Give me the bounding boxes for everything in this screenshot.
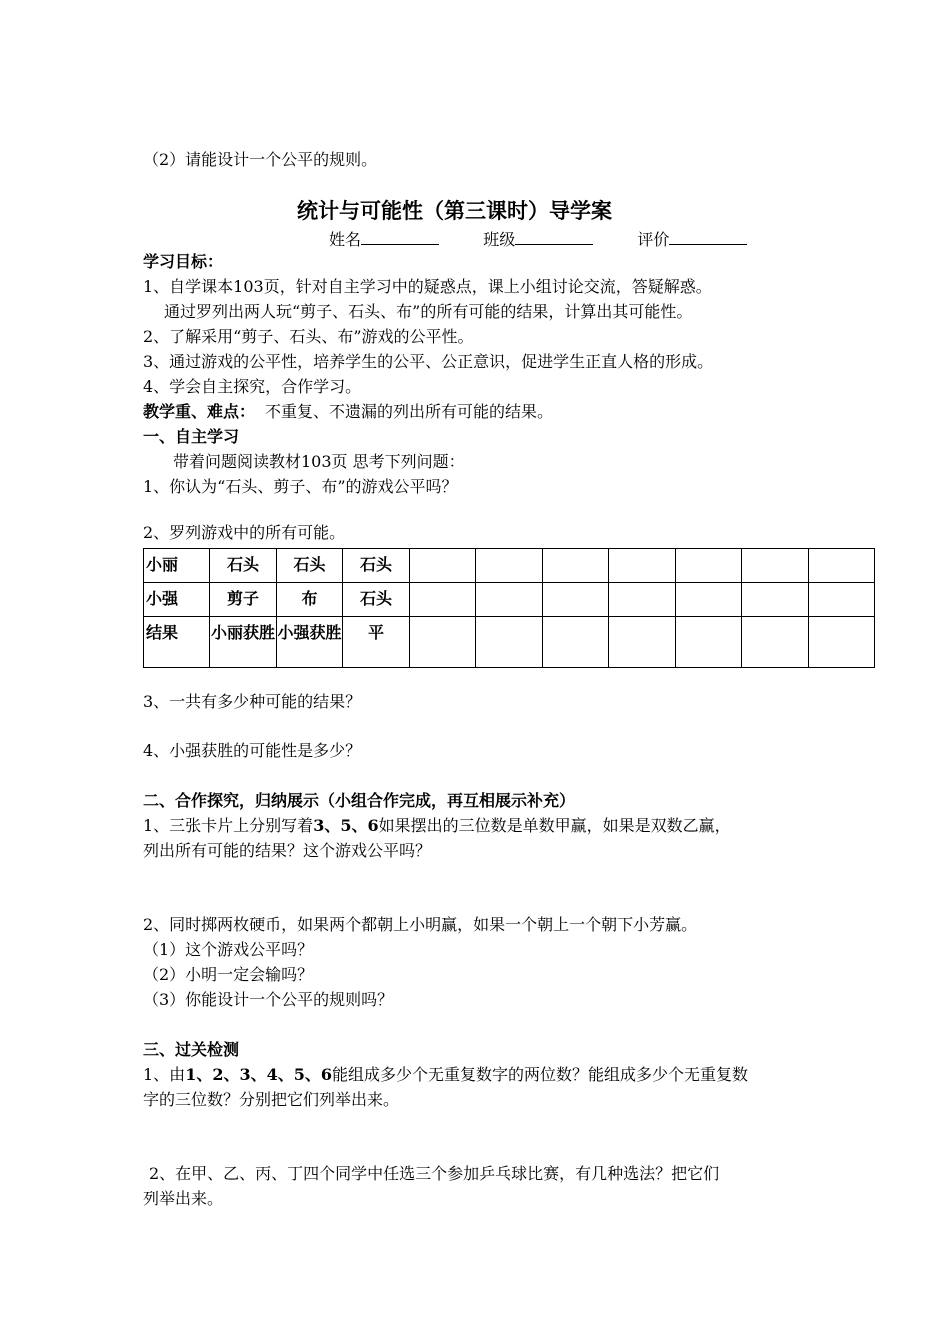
- row-header: 小强: [144, 583, 210, 617]
- table-cell: 石头: [277, 549, 343, 583]
- table-cell: 小丽获胜: [210, 617, 277, 668]
- section2-question-2: 2、同时掷两枚硬币，如果两个都朝上小明赢，如果一个朝上一个朝下小芳赢。: [143, 915, 698, 934]
- section3-question-2: 2、在甲、乙、丙、丁四个同学中任选三个参加乒乓球比赛，有几种选法？把它们: [149, 1164, 720, 1183]
- table-cell[interactable]: [410, 549, 476, 583]
- student-info-fields: [329, 229, 747, 248]
- objective-item: 2、了解采用“剪子、石头、布”游戏的公平性。: [143, 327, 474, 346]
- row-header: 小丽: [144, 549, 210, 583]
- section2-question-1: [143, 818, 731, 834]
- class-label: 班级: [483, 230, 516, 249]
- section1-question-3: 3、一共有多少种可能的结果？: [143, 692, 362, 711]
- section2-subquestion: （2）小明一定会输吗？: [143, 965, 314, 984]
- key-points: [143, 404, 553, 420]
- table-cell[interactable]: [809, 617, 875, 668]
- section1-question-1: 1、你认为“石头、剪子、布”的游戏公平吗？: [143, 477, 458, 496]
- name-blank[interactable]: [361, 229, 439, 245]
- objective-item: 1、自学课本103页，针对自主学习中的疑惑点，课上小组讨论交流，答疑解惑。: [143, 277, 712, 296]
- table-row-xiaoqiang: [144, 583, 875, 617]
- q1-prefix: 1、三张卡片上分别写着: [143, 816, 314, 835]
- row-header: 结果: [144, 617, 210, 668]
- section2-question-1-line2: 列出所有可能的结果？这个游戏公平吗？: [143, 841, 432, 860]
- objective-item: 4、学会自主探究，合作学习。: [143, 377, 362, 396]
- key-points-label: 教学重、难点：: [143, 402, 256, 421]
- table-cell[interactable]: [676, 549, 742, 583]
- table-cell[interactable]: [410, 583, 476, 617]
- section2-subquestion: （1）这个游戏公平吗？: [143, 940, 314, 959]
- table-cell: 石头: [343, 583, 410, 617]
- table-cell: 剪子: [210, 583, 277, 617]
- key-points-text: 不重复、不遗漏的列出所有可能的结果。: [265, 402, 554, 421]
- s3q1-digit-numbers: 1、2、3、4、5、6: [185, 1065, 332, 1084]
- table-cell[interactable]: [809, 583, 875, 617]
- grade-blank[interactable]: [669, 229, 747, 245]
- table-row-result: [144, 617, 875, 668]
- section3-question-1: [143, 1067, 748, 1083]
- table-cell[interactable]: [609, 617, 676, 668]
- table-cell[interactable]: [476, 617, 543, 668]
- section2-heading: 二、合作探究，归纳展示（小组合作完成，再互相展示补充）: [143, 791, 576, 810]
- table-cell[interactable]: [609, 549, 676, 583]
- table-row-xiaoli: [144, 549, 875, 583]
- section1-intro: 带着问题阅读教材103页 思考下列问题：: [173, 452, 465, 471]
- objective-item: 通过罗列出两人玩“剪子、石头、布”的所有可能的结果，计算出其可能性。: [164, 302, 693, 321]
- table-cell[interactable]: [543, 549, 609, 583]
- table-cell[interactable]: [476, 549, 543, 583]
- table-cell[interactable]: [742, 583, 809, 617]
- game-outcomes-table: [143, 548, 875, 668]
- section3-question-1-line2: 字的三位数？分别把它们列举出来。: [143, 1090, 400, 1109]
- section1-heading: 一、自主学习: [143, 427, 240, 446]
- table-cell[interactable]: [543, 583, 609, 617]
- table-cell: 平: [343, 617, 410, 668]
- table-cell[interactable]: [543, 617, 609, 668]
- s3q1-suffix: 能组成多少个无重复数字的两位数？能组成多少个无重复数: [332, 1065, 749, 1084]
- grade-label: 评价: [637, 230, 670, 249]
- s3q1-prefix: 1、由: [143, 1065, 186, 1084]
- objectives-heading: 学习目标：: [143, 252, 224, 271]
- q1-suffix: 如果摆出的三位数是单数甲赢，如果是双数乙赢，: [378, 816, 731, 835]
- name-label: 姓名: [329, 230, 362, 249]
- page-title: 统计与可能性（第三课时）导学案: [297, 198, 612, 223]
- objective-item: 3、通过游戏的公平性，培养学生的公平、公正意识，促进学生正直人格的形成。: [143, 352, 714, 371]
- section3-heading: 三、过关检测: [143, 1040, 240, 1059]
- table-cell[interactable]: [676, 583, 742, 617]
- section1-question-4: 4、小强获胜的可能性是多少？: [143, 741, 362, 760]
- table-cell[interactable]: [410, 617, 476, 668]
- table-cell: 石头: [210, 549, 277, 583]
- section2-subquestion: （3）你能设计一个公平的规则吗？: [143, 990, 394, 1009]
- class-blank[interactable]: [515, 229, 593, 245]
- section1-question-2: 2、罗列游戏中的所有可能。: [143, 523, 346, 542]
- table-cell: 小强获胜: [277, 617, 343, 668]
- table-cell[interactable]: [742, 549, 809, 583]
- table-cell[interactable]: [742, 617, 809, 668]
- table-cell[interactable]: [676, 617, 742, 668]
- section3-question-2-line2: 列举出来。: [143, 1189, 224, 1208]
- table-cell[interactable]: [809, 549, 875, 583]
- table-cell[interactable]: [609, 583, 676, 617]
- table-cell: 石头: [343, 549, 410, 583]
- table-cell[interactable]: [476, 583, 543, 617]
- table-cell: 布: [277, 583, 343, 617]
- q1-card-numbers: 3、5、6: [313, 816, 379, 835]
- top-question-line: （2）请能设计一个公平的规则。: [143, 150, 378, 169]
